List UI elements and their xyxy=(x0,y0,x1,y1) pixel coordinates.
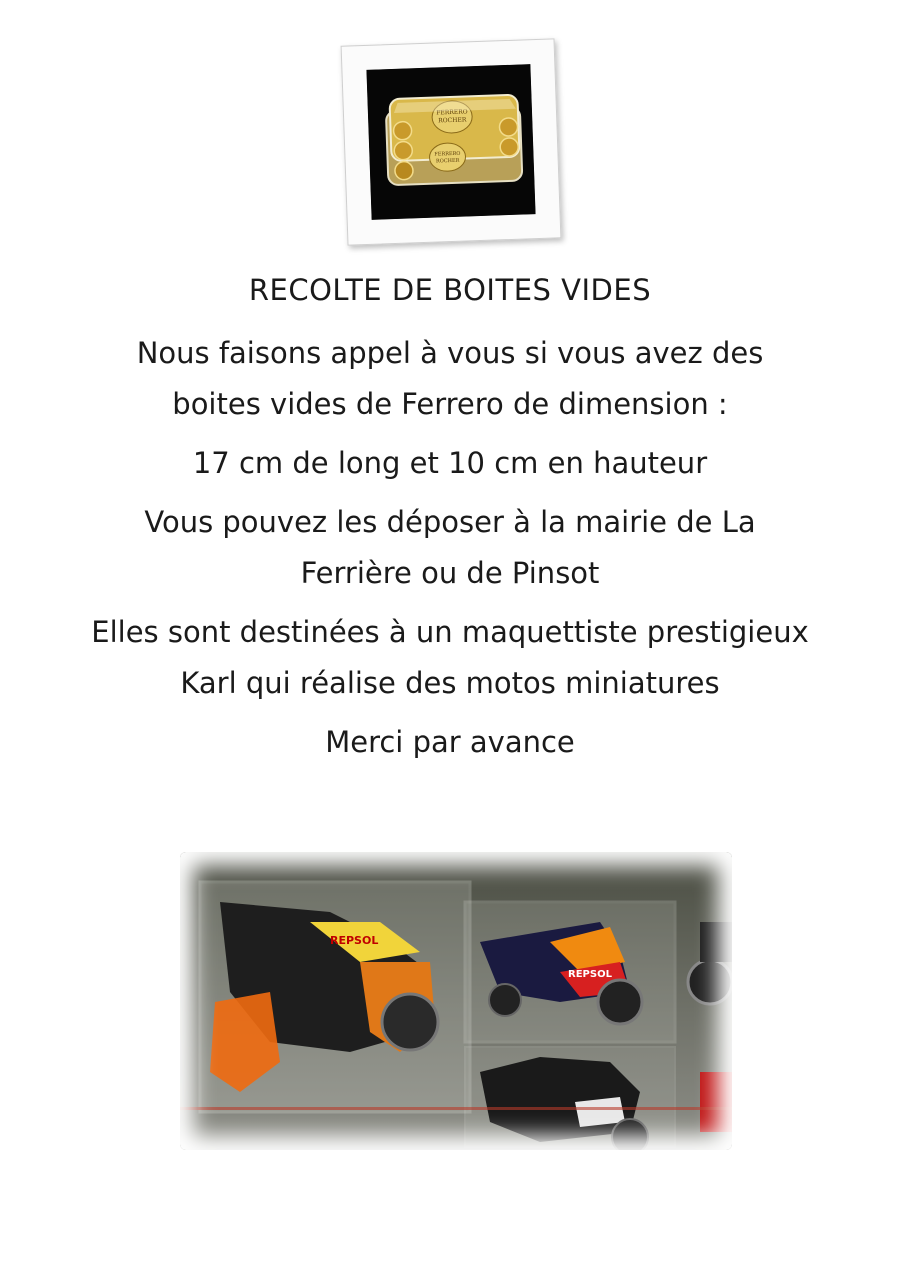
paragraph-dimensions: 17 cm de long et 10 cm en hauteur xyxy=(192,446,708,480)
flyer-title: RECOLTE DE BOITES VIDES xyxy=(248,273,652,307)
svg-text:FERRERO: FERRERO xyxy=(434,150,461,158)
ferrero-box-photo xyxy=(366,64,535,220)
svg-text:ROCHER: ROCHER xyxy=(438,116,467,125)
svg-text:ROCHER: ROCHER xyxy=(435,157,460,165)
left-bike-livery-text: REPSOL xyxy=(330,934,379,947)
motorcycles-image xyxy=(180,852,732,1150)
ferrero-box-image xyxy=(366,64,535,220)
paragraph-request: Nous faisons appel à vous si vous avez des boites vides de Ferrero de dimension : xyxy=(136,336,764,421)
paragraph-drop-off: Vous pouvez les déposer à la mairie de La Ferrière ou de Pinsot xyxy=(144,505,756,590)
center-bike-livery-text: REPSOL xyxy=(568,969,612,980)
paragraph-thanks: Merci par avance xyxy=(325,725,575,759)
ferrero-box-photo-frame xyxy=(341,38,562,245)
miniature-motorcycles-photo xyxy=(180,852,732,1150)
flyer-text xyxy=(90,268,810,776)
svg-text:FERRERO: FERRERO xyxy=(436,108,468,117)
paragraph-purpose: Elles sont destinées à un maquettiste prestigieux Karl qui réalise des motos miniatures xyxy=(91,615,809,700)
